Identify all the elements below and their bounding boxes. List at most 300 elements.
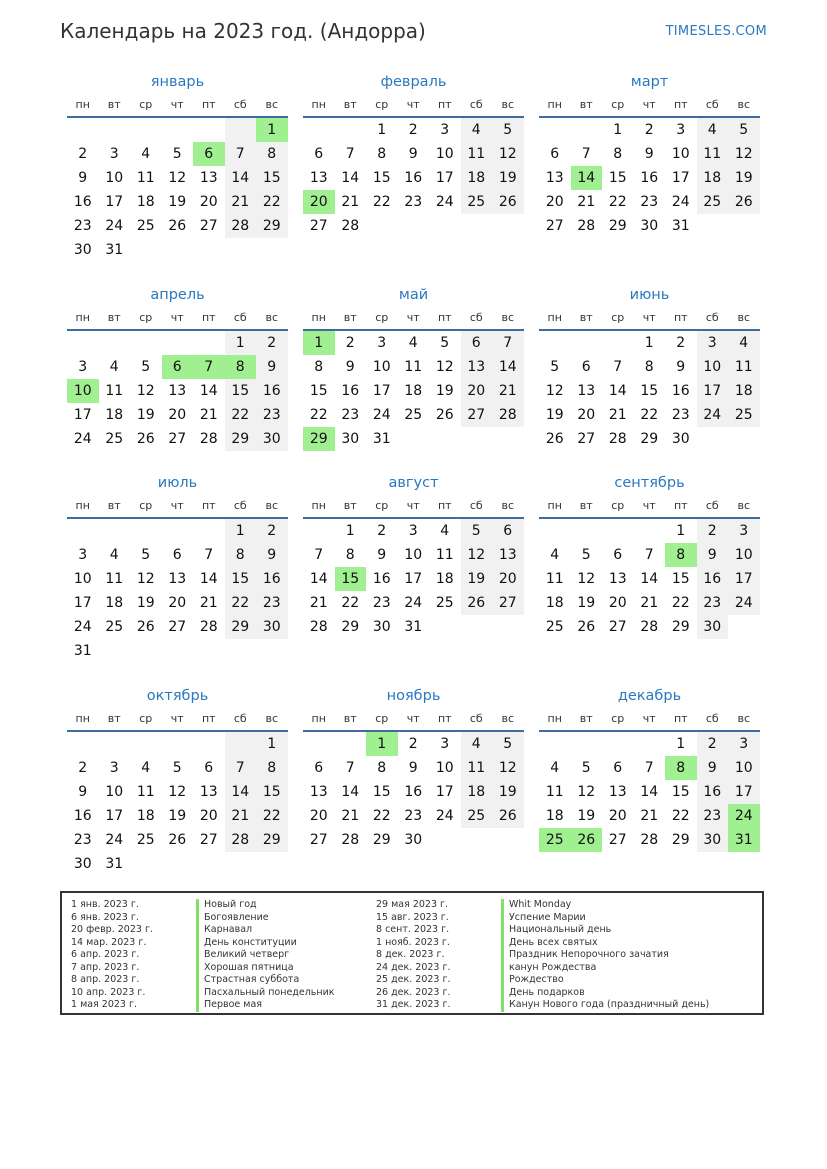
day-cell: 23: [256, 591, 288, 615]
empty-cell: [539, 732, 571, 756]
day-cell: 4: [109, 359, 119, 375]
holiday-name: Первое мая: [196, 999, 335, 1012]
holiday-day-cell: 14: [571, 166, 603, 190]
day-cell: 12: [577, 784, 596, 800]
empty-cell: [398, 427, 430, 451]
day-cell: 20: [608, 595, 627, 611]
day-cell: 16: [256, 567, 288, 591]
empty-cell: [634, 732, 666, 756]
day-cell: 29: [608, 218, 627, 234]
day-grid: [303, 732, 524, 852]
day-cell: 3: [408, 523, 418, 539]
day-cell: 10: [105, 170, 124, 186]
weekday-label: сб: [233, 98, 247, 111]
holiday-day-cell: 26: [571, 828, 603, 852]
empty-cell: [162, 852, 194, 876]
day-cell: 25: [461, 804, 493, 828]
day-cell: 4: [141, 146, 151, 162]
day-cell: 23: [697, 804, 729, 828]
weekday-label: сб: [469, 712, 483, 725]
day-cell: 12: [492, 142, 524, 166]
weekday-header: [539, 708, 760, 732]
holiday-names-right: [501, 899, 709, 1012]
month-8: [303, 471, 524, 639]
day-cell: 7: [345, 760, 355, 776]
day-cell: 23: [697, 591, 729, 615]
weekday-label: вс: [737, 712, 751, 725]
day-cell: 1: [644, 335, 654, 351]
weekday-label: ср: [611, 499, 625, 512]
day-cell: 11: [545, 784, 564, 800]
day-cell: 21: [309, 595, 328, 611]
day-cell: 12: [492, 756, 524, 780]
weekday-label: чт: [406, 98, 420, 111]
day-cell: 9: [256, 355, 288, 379]
day-cell: 7: [581, 146, 591, 162]
day-cell: 24: [105, 218, 124, 234]
day-cell: 30: [404, 832, 423, 848]
day-grid: [67, 732, 288, 876]
day-cell: 17: [73, 407, 92, 423]
day-cell: 26: [461, 591, 493, 615]
empty-cell: [728, 427, 760, 451]
empty-cell: [67, 519, 99, 543]
day-cell: 8: [613, 146, 623, 162]
day-cell: 7: [644, 760, 654, 776]
holiday-list: [60, 891, 764, 1015]
day-cell: 23: [341, 407, 360, 423]
month-title: июнь: [629, 287, 670, 303]
weekday-label: чт: [406, 499, 420, 512]
day-cell: 15: [256, 166, 288, 190]
holiday-name: Хорошая пятница: [196, 962, 335, 975]
day-cell: 4: [697, 118, 729, 142]
weekday-label: вс: [737, 98, 751, 111]
day-grid: [539, 118, 760, 238]
day-cell: 10: [372, 359, 391, 375]
day-cell: 18: [545, 808, 564, 824]
day-cell: 3: [78, 547, 88, 563]
weekday-label: ср: [139, 712, 153, 725]
weekday-header: [539, 307, 760, 331]
day-cell: 10: [105, 784, 124, 800]
day-cell: 30: [256, 427, 288, 451]
day-cell: 16: [640, 170, 659, 186]
empty-cell: [67, 331, 99, 355]
weekday-label: чт: [170, 499, 184, 512]
day-cell: 11: [105, 383, 124, 399]
day-cell: 29: [372, 832, 391, 848]
day-cell: 9: [676, 359, 686, 375]
day-cell: 17: [728, 567, 760, 591]
day-cell: 25: [461, 190, 493, 214]
holiday-name: День конституции: [196, 937, 335, 950]
day-cell: 12: [435, 359, 454, 375]
day-cell: 22: [671, 808, 690, 824]
weekday-label: ср: [611, 311, 625, 324]
day-cell: 2: [644, 122, 654, 138]
holiday-day-cell: 8: [225, 355, 257, 379]
empty-cell: [162, 331, 194, 355]
day-cell: 16: [404, 170, 423, 186]
day-cell: 17: [372, 383, 391, 399]
day-cell: 2: [697, 732, 729, 756]
empty-cell: [193, 331, 225, 355]
empty-cell: [225, 852, 257, 876]
day-cell: 24: [105, 832, 124, 848]
weekday-label: вс: [501, 98, 515, 111]
holiday-day-cell: 1: [256, 118, 288, 142]
day-cell: 27: [199, 218, 218, 234]
day-cell: 22: [256, 190, 288, 214]
day-cell: 25: [136, 218, 155, 234]
day-cell: 8: [256, 142, 288, 166]
day-cell: 1: [676, 523, 686, 539]
weekday-label: ср: [375, 98, 389, 111]
weekday-header: [539, 94, 760, 118]
day-cell: 15: [225, 379, 257, 403]
holiday-date: 29 мая 2023 г.: [376, 899, 449, 910]
day-cell: 7: [492, 331, 524, 355]
empty-cell: [602, 732, 634, 756]
month-4: [67, 283, 288, 451]
holiday-date: 10 апр. 2023 г.: [71, 986, 146, 998]
empty-cell: [303, 732, 335, 756]
day-cell: 1: [613, 122, 623, 138]
day-cell: 29: [225, 615, 257, 639]
empty-cell: [398, 214, 430, 238]
day-cell: 19: [461, 567, 493, 591]
day-cell: 3: [728, 732, 760, 756]
weekday-label: пт: [201, 499, 216, 512]
day-cell: 24: [73, 619, 92, 635]
weekday-label: ср: [139, 499, 153, 512]
day-cell: 15: [671, 784, 690, 800]
day-cell: 18: [461, 166, 493, 190]
weekday-label: чт: [170, 98, 184, 111]
weekday-header: [303, 94, 524, 118]
day-cell: 18: [728, 379, 760, 403]
day-cell: 11: [461, 142, 493, 166]
day-cell: 2: [78, 760, 88, 776]
day-cell: 26: [168, 832, 187, 848]
weekday-header: [67, 94, 288, 118]
weekday-label: ср: [375, 499, 389, 512]
empty-cell: [335, 732, 367, 756]
day-cell: 23: [640, 194, 659, 210]
weekday-label: чт: [642, 98, 656, 111]
day-grid: [303, 331, 524, 451]
empty-cell: [193, 852, 225, 876]
month-1: [67, 70, 288, 262]
day-cell: 16: [73, 194, 92, 210]
weekday-label: вт: [107, 712, 121, 725]
day-cell: 23: [73, 218, 92, 234]
weekday-label: вт: [343, 311, 357, 324]
day-cell: 27: [608, 832, 627, 848]
holiday-date: 20 февр. 2023 г.: [71, 924, 153, 935]
empty-cell: [461, 427, 493, 451]
day-cell: 31: [404, 619, 423, 635]
day-cell: 5: [172, 760, 182, 776]
holiday-name: Великий четверг: [196, 949, 335, 962]
weekday-label: ср: [611, 98, 625, 111]
day-cell: 11: [404, 359, 423, 375]
day-cell: 16: [73, 808, 92, 824]
weekday-header: [67, 708, 288, 732]
empty-cell: [571, 118, 603, 142]
day-cell: 21: [341, 808, 360, 824]
day-cell: 18: [461, 780, 493, 804]
empty-cell: [539, 331, 571, 355]
weekday-label: сб: [705, 311, 719, 324]
day-cell: 14: [199, 383, 218, 399]
weekday-label: ср: [375, 311, 389, 324]
day-cell: 2: [345, 335, 355, 351]
empty-cell: [492, 427, 524, 451]
day-cell: 5: [172, 146, 182, 162]
holiday-date: 31 дек. 2023 г.: [376, 999, 451, 1010]
holiday-name: Страстная суббота: [196, 974, 335, 987]
site-link[interactable]: TIMESLES.COM: [665, 24, 767, 39]
day-cell: 19: [136, 407, 155, 423]
empty-cell: [492, 615, 524, 639]
day-cell: 13: [199, 170, 218, 186]
day-cell: 12: [545, 383, 564, 399]
day-cell: 9: [408, 760, 418, 776]
empty-cell: [571, 732, 603, 756]
day-cell: 7: [345, 146, 355, 162]
day-cell: 28: [341, 218, 360, 234]
day-cell: 11: [435, 547, 454, 563]
day-cell: 18: [697, 166, 729, 190]
day-cell: 19: [492, 780, 524, 804]
day-cell: 17: [73, 595, 92, 611]
day-cell: 20: [608, 808, 627, 824]
day-cell: 21: [225, 190, 257, 214]
day-cell: 9: [78, 170, 88, 186]
day-cell: 15: [671, 571, 690, 587]
day-cell: 11: [545, 571, 564, 587]
weekday-label: пн: [311, 499, 326, 512]
day-cell: 27: [168, 431, 187, 447]
day-cell: 18: [545, 595, 564, 611]
day-cell: 8: [314, 359, 324, 375]
day-cell: 30: [73, 856, 92, 872]
day-cell: 29: [671, 832, 690, 848]
day-cell: 29: [256, 214, 288, 238]
day-grid: [303, 519, 524, 639]
empty-cell: [335, 118, 367, 142]
day-cell: 26: [136, 619, 155, 635]
weekday-label: пт: [437, 499, 452, 512]
weekday-label: сб: [705, 712, 719, 725]
weekday-label: пн: [75, 499, 90, 512]
day-cell: 6: [314, 760, 324, 776]
holiday-date: 1 янв. 2023 г.: [71, 899, 139, 910]
empty-cell: [461, 828, 493, 852]
day-cell: 10: [697, 355, 729, 379]
day-cell: 23: [372, 595, 391, 611]
weekday-label: вт: [343, 499, 357, 512]
day-cell: 17: [404, 571, 423, 587]
month-title: ноябрь: [386, 688, 441, 704]
weekday-label: сб: [469, 98, 483, 111]
holiday-name: Национальный день: [501, 924, 709, 937]
day-cell: 1: [345, 523, 355, 539]
holiday-day-cell: 7: [193, 355, 225, 379]
day-cell: 20: [199, 808, 218, 824]
holiday-day-cell: 31: [728, 828, 760, 852]
day-cell: 20: [168, 407, 187, 423]
holiday-day-cell: 15: [335, 567, 367, 591]
empty-cell: [99, 639, 131, 663]
weekday-header: [303, 495, 524, 519]
day-cell: 2: [78, 146, 88, 162]
day-cell: 21: [199, 407, 218, 423]
month-12: [539, 684, 760, 852]
day-cell: 28: [309, 619, 328, 635]
weekday-label: пт: [201, 311, 216, 324]
empty-cell: [303, 519, 335, 543]
holiday-name: Карнавал: [196, 924, 335, 937]
weekday-label: чт: [170, 712, 184, 725]
day-cell: 5: [728, 118, 760, 142]
day-cell: 13: [309, 170, 328, 186]
day-cell: 28: [341, 832, 360, 848]
day-cell: 27: [309, 832, 328, 848]
day-cell: 28: [492, 403, 524, 427]
empty-cell: [256, 238, 288, 262]
holiday-day-cell: 10: [67, 379, 99, 403]
weekday-label: пт: [437, 712, 452, 725]
empty-cell: [130, 852, 162, 876]
day-cell: 26: [492, 804, 524, 828]
day-cell: 14: [640, 784, 659, 800]
weekday-label: пн: [311, 311, 326, 324]
day-cell: 17: [435, 170, 454, 186]
weekday-label: пн: [75, 98, 90, 111]
day-grid: [539, 331, 760, 451]
day-cell: 8: [377, 760, 387, 776]
day-cell: 12: [168, 784, 187, 800]
weekday-label: вс: [737, 499, 751, 512]
day-cell: 31: [372, 431, 391, 447]
day-cell: 24: [728, 591, 760, 615]
day-cell: 5: [461, 519, 493, 543]
holiday-date: 25 дек. 2023 г.: [376, 974, 451, 985]
weekday-label: пн: [547, 311, 562, 324]
empty-cell: [571, 519, 603, 543]
holiday-name: Рождество: [501, 974, 709, 987]
day-cell: 10: [728, 543, 760, 567]
weekday-label: пт: [673, 311, 688, 324]
day-cell: 27: [168, 619, 187, 635]
empty-cell: [256, 852, 288, 876]
day-cell: 17: [105, 808, 124, 824]
month-title: март: [630, 74, 669, 90]
day-cell: 19: [577, 808, 596, 824]
holiday-name: День подарков: [501, 987, 709, 1000]
holiday-name: Пасхальный понедельник: [196, 987, 335, 1000]
day-cell: 3: [676, 122, 686, 138]
day-cell: 7: [204, 547, 214, 563]
day-cell: 27: [309, 218, 328, 234]
day-cell: 11: [697, 142, 729, 166]
holiday-date: 8 дек. 2023 г.: [376, 949, 445, 960]
day-cell: 14: [225, 166, 257, 190]
day-cell: 13: [168, 383, 187, 399]
weekday-label: вт: [107, 311, 121, 324]
day-cell: 2: [697, 519, 729, 543]
day-cell: 8: [377, 146, 387, 162]
day-cell: 14: [640, 571, 659, 587]
weekday-label: вт: [107, 499, 121, 512]
day-cell: 9: [377, 547, 387, 563]
weekday-label: ср: [139, 311, 153, 324]
day-cell: 2: [256, 331, 288, 355]
day-cell: 3: [697, 331, 729, 355]
empty-cell: [130, 519, 162, 543]
day-cell: 26: [435, 407, 454, 423]
empty-cell: [193, 519, 225, 543]
empty-cell: [539, 118, 571, 142]
day-cell: 30: [697, 615, 729, 639]
day-cell: 18: [105, 595, 124, 611]
holiday-name: Whit Monday: [501, 899, 709, 912]
day-cell: 26: [492, 190, 524, 214]
day-cell: 19: [435, 383, 454, 399]
day-cell: 7: [613, 359, 623, 375]
empty-cell: [130, 238, 162, 262]
day-cell: 31: [105, 856, 124, 872]
day-cell: 22: [225, 591, 257, 615]
day-cell: 12: [461, 543, 493, 567]
day-cell: 27: [199, 832, 218, 848]
empty-cell: [366, 214, 398, 238]
day-cell: 19: [577, 595, 596, 611]
empty-cell: [571, 331, 603, 355]
day-cell: 31: [671, 218, 690, 234]
day-cell: 15: [640, 383, 659, 399]
day-cell: 28: [199, 431, 218, 447]
day-cell: 12: [136, 571, 155, 587]
day-cell: 23: [404, 194, 423, 210]
day-cell: 5: [581, 760, 591, 776]
day-cell: 10: [73, 571, 92, 587]
weekday-label: ср: [139, 98, 153, 111]
day-cell: 2: [377, 523, 387, 539]
day-cell: 16: [697, 780, 729, 804]
holiday-name: Богоявление: [196, 912, 335, 925]
holiday-day-cell: 1: [303, 331, 335, 355]
month-title: сентябрь: [614, 475, 685, 491]
day-cell: 11: [461, 756, 493, 780]
day-cell: 30: [697, 828, 729, 852]
holiday-day-cell: 1: [366, 732, 398, 756]
weekday-label: сб: [469, 499, 483, 512]
day-cell: 29: [225, 427, 257, 451]
day-cell: 20: [577, 407, 596, 423]
day-cell: 24: [671, 194, 690, 210]
weekday-label: пн: [75, 311, 90, 324]
weekday-header: [303, 708, 524, 732]
empty-cell: [429, 214, 461, 238]
holiday-day-cell: 8: [665, 543, 697, 567]
day-cell: 8: [644, 359, 654, 375]
day-cell: 11: [136, 170, 155, 186]
holiday-date: 6 апр. 2023 г.: [71, 949, 140, 960]
